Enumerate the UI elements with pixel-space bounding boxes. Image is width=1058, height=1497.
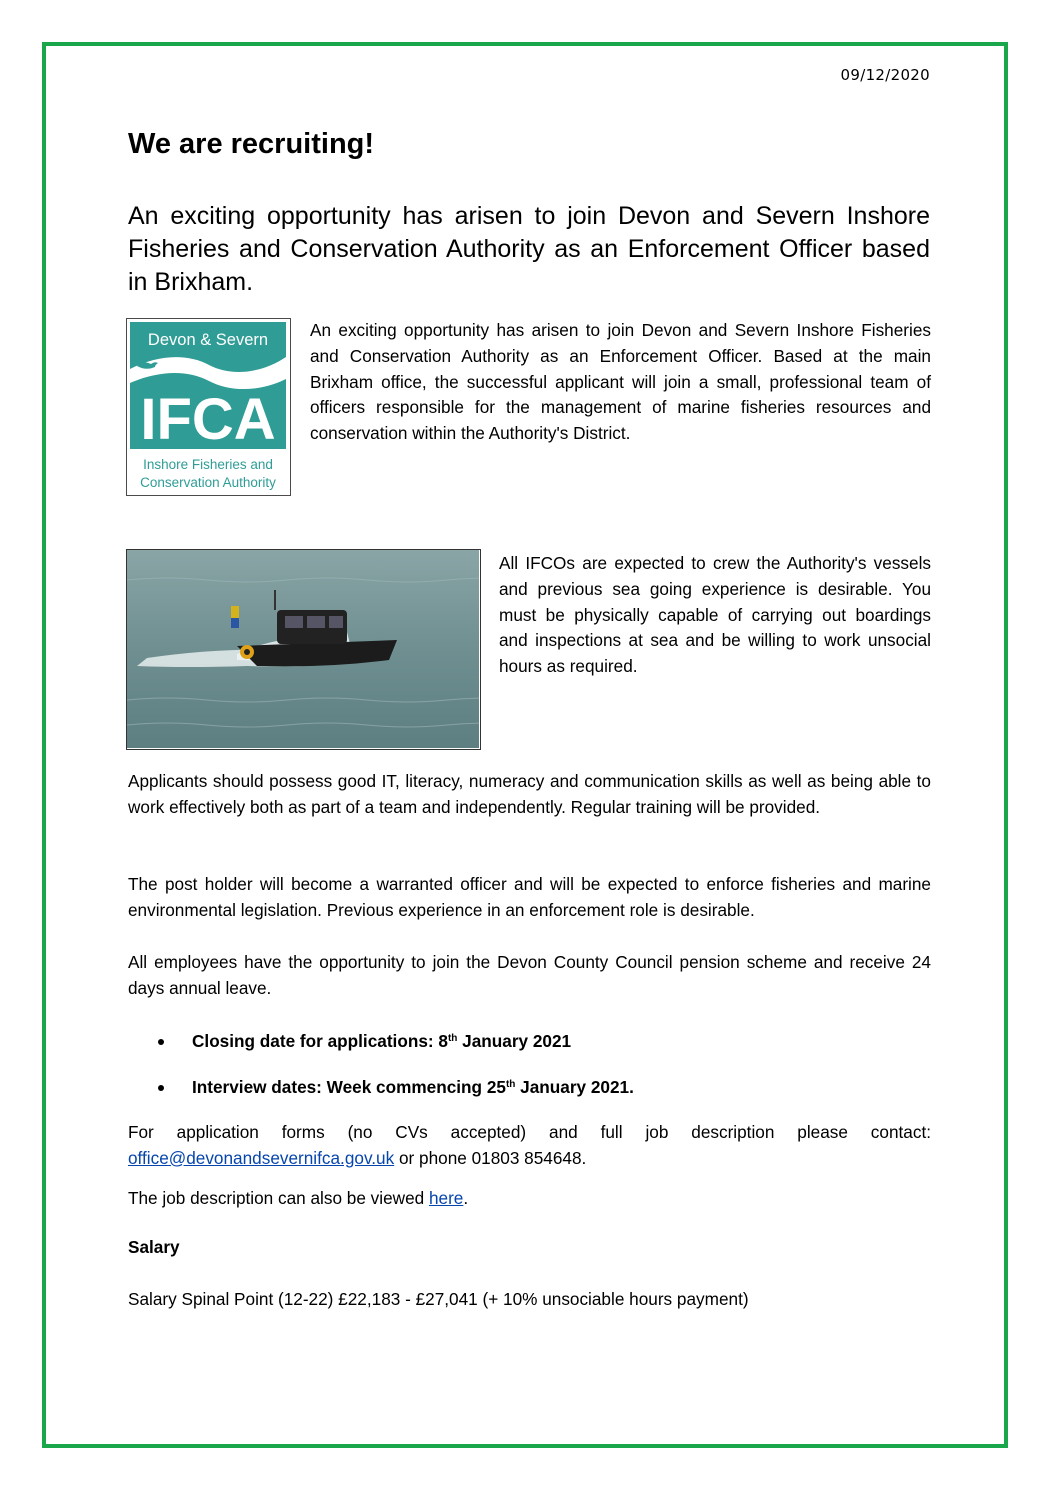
closing-date-item: Closing date for applications: 8th January 2021 <box>128 1028 931 1054</box>
ifca-logo <box>126 318 291 496</box>
bullet-icon <box>158 1039 164 1045</box>
contact-phone: or phone 01803 854648. <box>394 1147 587 1168</box>
interview-dates-item: Interview dates: Week commencing 25th January 2021. <box>128 1074 931 1100</box>
page-title: We are recruiting! <box>128 128 375 160</box>
job-description-paragraph: The job description can also be viewed here. <box>128 1188 469 1208</box>
logo-top-text: Devon & Severn <box>147 331 269 349</box>
contact-paragraph <box>128 1120 931 1172</box>
warrant-paragraph: The post holder will become a warranted officer and will be expected to enforce fisheries and marine environmental legislation. Previous experience in an enforcement role is desirable. <box>128 874 931 920</box>
patrol-boat-photo <box>126 549 481 750</box>
intro-paragraph: An exciting opportunity has arisen to join Devon and Severn Inshore Fisheries and Conservation Authority as an Enforcement Officer. Based at the main Brixham office, the successful applicant will join a small, professional team of officers responsible for the management of marine fisheries resources and conservation within the Authority's District. <box>310 320 931 444</box>
logo-bottom-line1: Inshore Fisheries and <box>143 457 273 472</box>
logo-acronym: IFCA <box>140 387 276 452</box>
logo-bottom-line2: Conservation Authority <box>140 475 276 490</box>
document-date: 09/12/2020 <box>840 66 930 84</box>
bullet-icon <box>158 1085 164 1091</box>
vessel-paragraph: All IFCOs are expected to crew the Authority's vessels and previous sea going experience is desirable. You must be physically capable of carrying out boardings and inspections at sea and be willing to work unsocial hours as required. <box>499 553 931 677</box>
salary-text: Salary Spinal Point (12-22) £22,183 - £27,041 (+ 10% unsociable hours payment) <box>128 1289 749 1309</box>
job-description-link[interactable]: here <box>428 1188 464 1208</box>
lead-paragraph: An exciting opportunity has arisen to join Devon and Severn Inshore Fisheries and Conservation Authority as an Enforcement Officer based in Brixham. <box>128 202 930 296</box>
key-dates-list <box>128 1028 931 1120</box>
salary-heading: Salary <box>128 1237 180 1257</box>
pension-paragraph: All employees have the opportunity to join the Devon County Council pension scheme and receive 24 days annual leave. <box>128 952 931 998</box>
contact-email-link[interactable]: office@devonandsevernifca.gov.uk <box>128 1147 395 1168</box>
contact-line: For application forms (no CVs accepted) and full job description please contact: <box>128 1122 931 1142</box>
skills-paragraph: Applicants should possess good IT, literacy, numeracy and communication skills as well as being able to work effectively both as part of a team and independently. Regular training will be provided. <box>128 771 931 817</box>
